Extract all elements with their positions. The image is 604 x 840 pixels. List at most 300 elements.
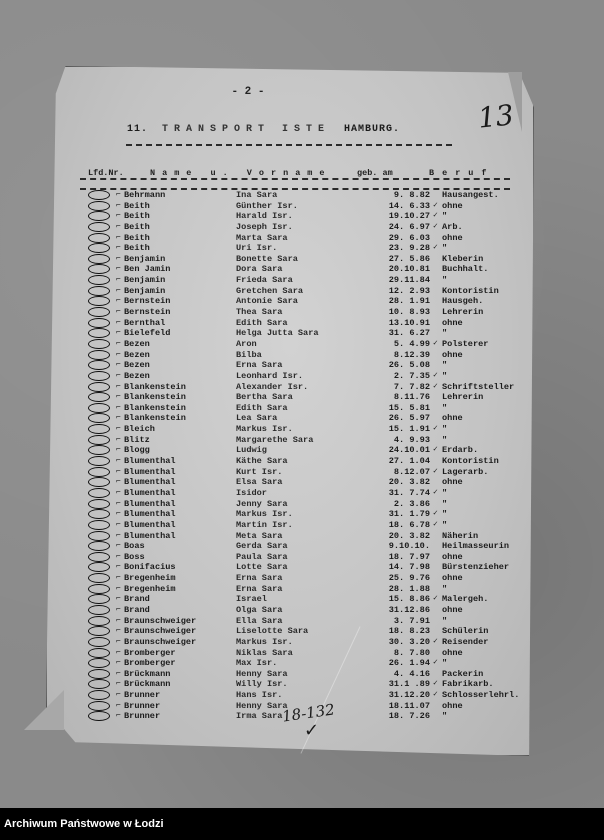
occupation: ohne [442, 200, 463, 211]
given-name: Leonhard Isr. [236, 370, 304, 381]
given-name: Ina Sara [236, 190, 278, 200]
occupation: " [442, 711, 448, 722]
given-name: Dora Sara [236, 264, 283, 275]
occupation: ohne [442, 477, 463, 488]
surname: Brunner [124, 700, 161, 711]
list-item [80, 350, 520, 361]
birth-date: 27. 1.04 [388, 456, 430, 467]
tick-mark-icon: ⌐ [116, 615, 121, 625]
occupation: Arb. [442, 221, 463, 232]
list-item [80, 669, 520, 680]
occupation: " [442, 583, 448, 594]
occupation: " [442, 402, 448, 413]
surname: Bernstein [124, 307, 171, 318]
tick-mark-icon: ⌐ [116, 626, 121, 636]
surname: Brückmann [124, 668, 171, 679]
tick-mark-icon: ⌐ [116, 200, 121, 210]
given-name: Meta Sara [236, 530, 283, 541]
birth-date: 26. 1.94 [388, 658, 430, 669]
circled-row-number [88, 573, 110, 583]
surname: Benjamin [124, 285, 166, 296]
birth-date: 29. 6.03 [388, 232, 430, 243]
tick-mark-icon: ⌐ [116, 190, 121, 199]
tick-mark-icon: ⌐ [116, 360, 121, 370]
check-mark-icon: ✓ [433, 338, 438, 348]
birth-date: 8.12.39 [393, 349, 430, 360]
occupation: Fabrikarb. [442, 679, 494, 690]
given-name: Antonie Sara [236, 296, 298, 307]
surname: Benjamin [124, 253, 166, 264]
check-mark-icon: ✓ [433, 636, 438, 646]
check-mark-icon: ✓ [433, 519, 438, 529]
list-item [80, 509, 520, 520]
tick-mark-icon: ⌐ [116, 296, 121, 306]
circled-row-number [88, 392, 110, 402]
given-name: Israel [236, 594, 267, 605]
tick-mark-icon: ⌐ [116, 530, 121, 540]
surname: Blitz [124, 434, 150, 445]
circled-row-number [88, 360, 110, 370]
title-number: 11. [127, 124, 149, 135]
occupation: Kontoristin [442, 456, 499, 467]
surname: Bregenheim [124, 573, 176, 584]
birth-date: 25. 9.76 [388, 573, 430, 584]
occupation: Kleberin [442, 253, 484, 264]
birth-date: 24. 6.97 [388, 221, 430, 232]
given-name: Marta Sara [236, 232, 288, 243]
list-item [80, 562, 520, 573]
surname: Brunner [124, 690, 161, 701]
occupation: Näherin [442, 530, 479, 541]
handwritten-checkmark: ✓ [304, 720, 320, 741]
given-name: Henny Sara [236, 700, 288, 711]
circled-row-number [88, 562, 110, 572]
surname: Boss [124, 551, 145, 562]
title-transport: TRANSPORT ISTE [162, 124, 331, 135]
tick-mark-icon: ⌐ [116, 221, 121, 231]
given-name: Niklas Sara [236, 647, 293, 658]
circled-row-number [88, 467, 110, 477]
surname: Beith [124, 211, 150, 222]
surname: Blumenthal [124, 466, 176, 477]
circled-row-number [88, 435, 110, 445]
surname: Bonifacius [124, 562, 176, 573]
circled-row-number [88, 296, 110, 306]
given-name: Edith Sara [236, 402, 288, 413]
tick-mark-icon: ⌐ [116, 679, 121, 689]
circled-row-number [88, 254, 110, 264]
given-name: Ludwig [236, 445, 267, 456]
tick-mark-icon: ⌐ [116, 541, 121, 551]
surname: Blumenthal [124, 487, 176, 498]
list-item [80, 690, 520, 701]
list-item [80, 190, 520, 201]
tick-mark-icon: ⌐ [116, 604, 121, 614]
circled-row-number [88, 275, 110, 285]
given-name: Bonette Sara [236, 253, 298, 264]
birth-date: 18.11.07 [388, 700, 430, 711]
occupation: Reisender [442, 636, 489, 647]
given-name: Helga Jutta Sara [236, 328, 319, 339]
given-name: Lea Sara [236, 413, 278, 424]
check-mark-icon: ✓ [433, 370, 438, 380]
birth-date: 31.1 .89 [388, 679, 430, 690]
birth-date: 14. 6.33 [388, 200, 430, 211]
surname: Beith [124, 221, 150, 232]
surname: Benjamin [124, 275, 166, 286]
occupation: Erdarb. [442, 445, 479, 456]
given-name: Bilba [236, 349, 262, 360]
list-item [80, 264, 520, 275]
list-item [80, 573, 520, 584]
surname: Blumenthal [124, 498, 176, 509]
given-name: Irma Sara [236, 711, 283, 722]
birth-date: 4. 9.93 [393, 434, 430, 445]
surname: Blumenthal [124, 519, 176, 530]
check-mark-icon: ✓ [433, 679, 438, 689]
birth-date: 15. 1.91 [388, 424, 430, 435]
surname: Blogg [124, 445, 150, 456]
tick-mark-icon: ⌐ [116, 392, 121, 402]
column-header-name: Name u. Vorname [150, 168, 332, 178]
circled-row-number [88, 669, 110, 679]
check-mark-icon: ✓ [433, 509, 438, 519]
occupation: " [442, 615, 448, 626]
birth-date: 12. 2.93 [388, 285, 430, 296]
tick-mark-icon: ⌐ [116, 487, 121, 497]
given-name: Markus Isr. [236, 424, 293, 435]
birth-date: 30. 3.20 [388, 636, 430, 647]
circled-row-number [88, 424, 110, 434]
tick-mark-icon: ⌐ [116, 317, 121, 327]
occupation: ohne [442, 413, 463, 424]
surname: Blankenstein [124, 392, 186, 403]
given-name: Thea Sara [236, 307, 283, 318]
list-item [80, 626, 520, 637]
circled-row-number [88, 690, 110, 700]
occupation: Polsterer [442, 338, 489, 349]
circled-row-number [88, 637, 110, 647]
given-name: Käthe Sara [236, 456, 288, 467]
birth-date: 31. 7.74 [388, 487, 430, 498]
circled-row-number [88, 243, 110, 253]
circled-row-number [88, 648, 110, 658]
column-header-occupation: Beruf [429, 168, 495, 178]
list-item [80, 584, 520, 595]
deportee-list [80, 190, 520, 722]
tick-mark-icon: ⌐ [116, 211, 121, 221]
circled-row-number [88, 584, 110, 594]
surname: Bromberger [124, 647, 176, 658]
given-name: Joseph Isr. [236, 221, 293, 232]
tick-mark-icon: ⌐ [116, 551, 121, 561]
list-item [80, 467, 520, 478]
occupation: Schlosserlehrl. [442, 690, 520, 701]
circled-row-number [88, 701, 110, 711]
occupation: " [442, 243, 448, 254]
tick-mark-icon: ⌐ [116, 445, 121, 455]
list-item [80, 616, 520, 627]
list-item [80, 541, 520, 552]
check-mark-icon: ✓ [433, 200, 438, 210]
given-name: Erna Sara [236, 360, 283, 371]
title-city: HAMBURG. [344, 124, 401, 135]
given-name: Frieda Sara [236, 275, 293, 286]
circled-row-number [88, 413, 110, 423]
list-item [80, 531, 520, 542]
occupation: " [442, 509, 448, 520]
tick-mark-icon: ⌐ [116, 700, 121, 710]
tick-mark-icon: ⌐ [116, 381, 121, 391]
document-title [127, 124, 427, 135]
given-name: Lotte Sara [236, 562, 288, 573]
list-item [80, 318, 520, 329]
tick-mark-icon: ⌐ [116, 275, 121, 285]
tick-mark-icon: ⌐ [116, 349, 121, 359]
surname: Blumenthal [124, 509, 176, 520]
list-item [80, 254, 520, 265]
occupation: ohne [442, 700, 463, 711]
check-mark-icon: ✓ [433, 487, 438, 497]
birth-date: 13.10.91 [388, 317, 430, 328]
list-item [80, 413, 520, 424]
check-mark-icon: ✓ [433, 221, 438, 231]
occupation: " [442, 434, 448, 445]
surname: Blumenthal [124, 530, 176, 541]
tick-mark-icon: ⌐ [116, 232, 121, 242]
tick-mark-icon: ⌐ [116, 466, 121, 476]
header-rule-top [80, 178, 510, 180]
circled-row-number [88, 339, 110, 349]
occupation: " [442, 328, 448, 339]
surname: Beith [124, 232, 150, 243]
birth-date: 31. 1.79 [388, 509, 430, 520]
given-name: Paula Sara [236, 551, 288, 562]
title-underline [126, 144, 452, 146]
birth-date: 20. 3.82 [388, 477, 430, 488]
circled-row-number [88, 211, 110, 221]
list-item [80, 275, 520, 286]
occupation: Lehrerin [442, 307, 484, 318]
surname: Bezen [124, 349, 150, 360]
surname: Bleich [124, 424, 155, 435]
occupation: Schülerin [442, 626, 489, 637]
tick-mark-icon: ⌐ [116, 402, 121, 412]
surname: Blankenstein [124, 402, 186, 413]
occupation: ohne [442, 349, 463, 360]
surname: Ben Jamin [124, 264, 171, 275]
circled-row-number [88, 477, 110, 487]
list-item [80, 360, 520, 371]
surname: Braunschweiger [124, 636, 197, 647]
tick-mark-icon: ⌐ [116, 668, 121, 678]
surname: Boas [124, 541, 145, 552]
tick-mark-icon: ⌐ [116, 658, 121, 668]
birth-date: 5. 4.99 [393, 338, 430, 349]
tick-mark-icon: ⌐ [116, 307, 121, 317]
check-mark-icon: ✓ [433, 211, 438, 221]
occupation: Hausangest. [442, 190, 499, 200]
list-item [80, 488, 520, 499]
occupation: Lagerarb. [442, 466, 489, 477]
given-name: Liselotte Sara [236, 626, 309, 637]
tick-mark-icon: ⌐ [116, 413, 121, 423]
birth-date: 24.10.01 [388, 445, 430, 456]
circled-row-number [88, 711, 110, 721]
tick-mark-icon: ⌐ [116, 509, 121, 519]
given-name: Martin Isr. [236, 519, 293, 530]
birth-date: 19.10.27 [388, 211, 430, 222]
list-item [80, 286, 520, 297]
given-name: Hans Isr. [236, 690, 283, 701]
surname: Bezen [124, 370, 150, 381]
surname: Beith [124, 243, 150, 254]
circled-row-number [88, 616, 110, 626]
check-mark-icon: ✓ [433, 658, 438, 668]
circled-row-number [88, 626, 110, 636]
surname: Brunner [124, 711, 161, 722]
tick-mark-icon: ⌐ [116, 562, 121, 572]
birth-date: 26. 5.08 [388, 360, 430, 371]
list-item [80, 424, 520, 435]
list-item [80, 307, 520, 318]
list-item [80, 296, 520, 307]
occupation: " [442, 658, 448, 669]
list-item [80, 520, 520, 531]
page-marker: - 2 - [231, 86, 265, 98]
tick-mark-icon: ⌐ [116, 647, 121, 657]
occupation: Heilmasseurin [442, 541, 510, 552]
birth-date: 20. 3.82 [388, 530, 430, 541]
folded-corner-bottom-left [24, 690, 64, 730]
tick-mark-icon: ⌐ [116, 285, 121, 295]
surname: Blankenstein [124, 413, 186, 424]
list-item [80, 211, 520, 222]
column-header-number: Lfd.Nr. [88, 168, 124, 178]
given-name: Max Isr. [236, 658, 278, 669]
given-name: Olga Sara [236, 604, 283, 615]
circled-row-number [88, 382, 110, 392]
birth-date: 23. 9.28 [388, 243, 430, 254]
circled-row-number [88, 658, 110, 668]
occupation: ohne [442, 647, 463, 658]
birth-date: 2. 7.35 [393, 370, 430, 381]
birth-date: 2. 3.86 [393, 498, 430, 509]
birth-date: 9. 8.82 [393, 190, 430, 200]
occupation: Packerin [442, 668, 484, 679]
circled-row-number [88, 350, 110, 360]
occupation: Lehrerin [442, 392, 484, 403]
birth-date: 8.11.76 [393, 392, 430, 403]
given-name: Markus Isr. [236, 636, 293, 647]
list-item [80, 339, 520, 350]
occupation: Buchhalt. [442, 264, 489, 275]
occupation: Malergeh. [442, 594, 489, 605]
tick-mark-icon: ⌐ [116, 711, 121, 721]
occupation: " [442, 211, 448, 222]
occupation: ohne [442, 232, 463, 243]
surname: Bezen [124, 360, 150, 371]
birth-date: 15. 5.81 [388, 402, 430, 413]
surname: Bernthal [124, 317, 166, 328]
given-name: Gretchen Sara [236, 285, 304, 296]
given-name: Ella Sara [236, 615, 283, 626]
list-item [80, 605, 520, 616]
column-header-dob: geb. am [357, 168, 393, 178]
surname: Bernstein [124, 296, 171, 307]
birth-date: 28. 1.91 [388, 296, 430, 307]
birth-date: 18. 8.23 [388, 626, 430, 637]
given-name: Erna Sara [236, 583, 283, 594]
birth-date: 7. 7.82 [393, 381, 430, 392]
list-item [80, 243, 520, 254]
check-mark-icon: ✓ [433, 594, 438, 604]
surname: Blumenthal [124, 477, 176, 488]
surname: Behrmann [124, 190, 166, 200]
birth-date: 29.11.84 [388, 275, 430, 286]
occupation: " [442, 370, 448, 381]
tick-mark-icon: ⌐ [116, 690, 121, 700]
birth-date: 8. 7.80 [393, 647, 430, 658]
given-name: Aron [236, 338, 257, 349]
birth-date: 9.10.10. [388, 541, 430, 552]
surname: Bregenheim [124, 583, 176, 594]
circled-row-number [88, 190, 110, 200]
circled-row-number [88, 222, 110, 232]
archive-label: Archiwum Państwowe w Łodzi [4, 818, 164, 830]
list-item [80, 552, 520, 563]
list-item [80, 679, 520, 690]
given-name: Harald Isr. [236, 211, 293, 222]
occupation: " [442, 519, 448, 530]
circled-row-number [88, 605, 110, 615]
tick-mark-icon: ⌐ [116, 594, 121, 604]
list-item [80, 201, 520, 212]
list-item [80, 445, 520, 456]
occupation: " [442, 275, 448, 286]
birth-date: 18. 7.26 [388, 711, 430, 722]
circled-row-number [88, 499, 110, 509]
given-name: Margarethe Sara [236, 434, 314, 445]
occupation: " [442, 360, 448, 371]
tick-mark-icon: ⌐ [116, 243, 121, 253]
list-item [80, 435, 520, 446]
tick-mark-icon: ⌐ [116, 477, 121, 487]
circled-row-number [88, 488, 110, 498]
surname: Bezen [124, 338, 150, 349]
list-item [80, 222, 520, 233]
occupation: " [442, 487, 448, 498]
birth-date: 31.12.20 [388, 690, 430, 701]
handwritten-folio-number: 13 [476, 98, 516, 135]
occupation: ohne [442, 573, 463, 584]
check-mark-icon: ✓ [433, 445, 438, 455]
circled-row-number [88, 371, 110, 381]
birth-date: 18. 7.97 [388, 551, 430, 562]
given-name: Erna Sara [236, 573, 283, 584]
check-mark-icon: ✓ [433, 243, 438, 253]
given-name: Jenny Sara [236, 498, 288, 509]
occupation: Bürstenzieher [442, 562, 510, 573]
circled-row-number [88, 541, 110, 551]
circled-row-number [88, 403, 110, 413]
tick-mark-icon: ⌐ [116, 264, 121, 274]
birth-date: 3. 7.91 [393, 615, 430, 626]
occupation: ohne [442, 604, 463, 615]
check-mark-icon: ✓ [433, 424, 438, 434]
occupation: ohne [442, 317, 463, 328]
birth-date: 4. 4.16 [393, 668, 430, 679]
